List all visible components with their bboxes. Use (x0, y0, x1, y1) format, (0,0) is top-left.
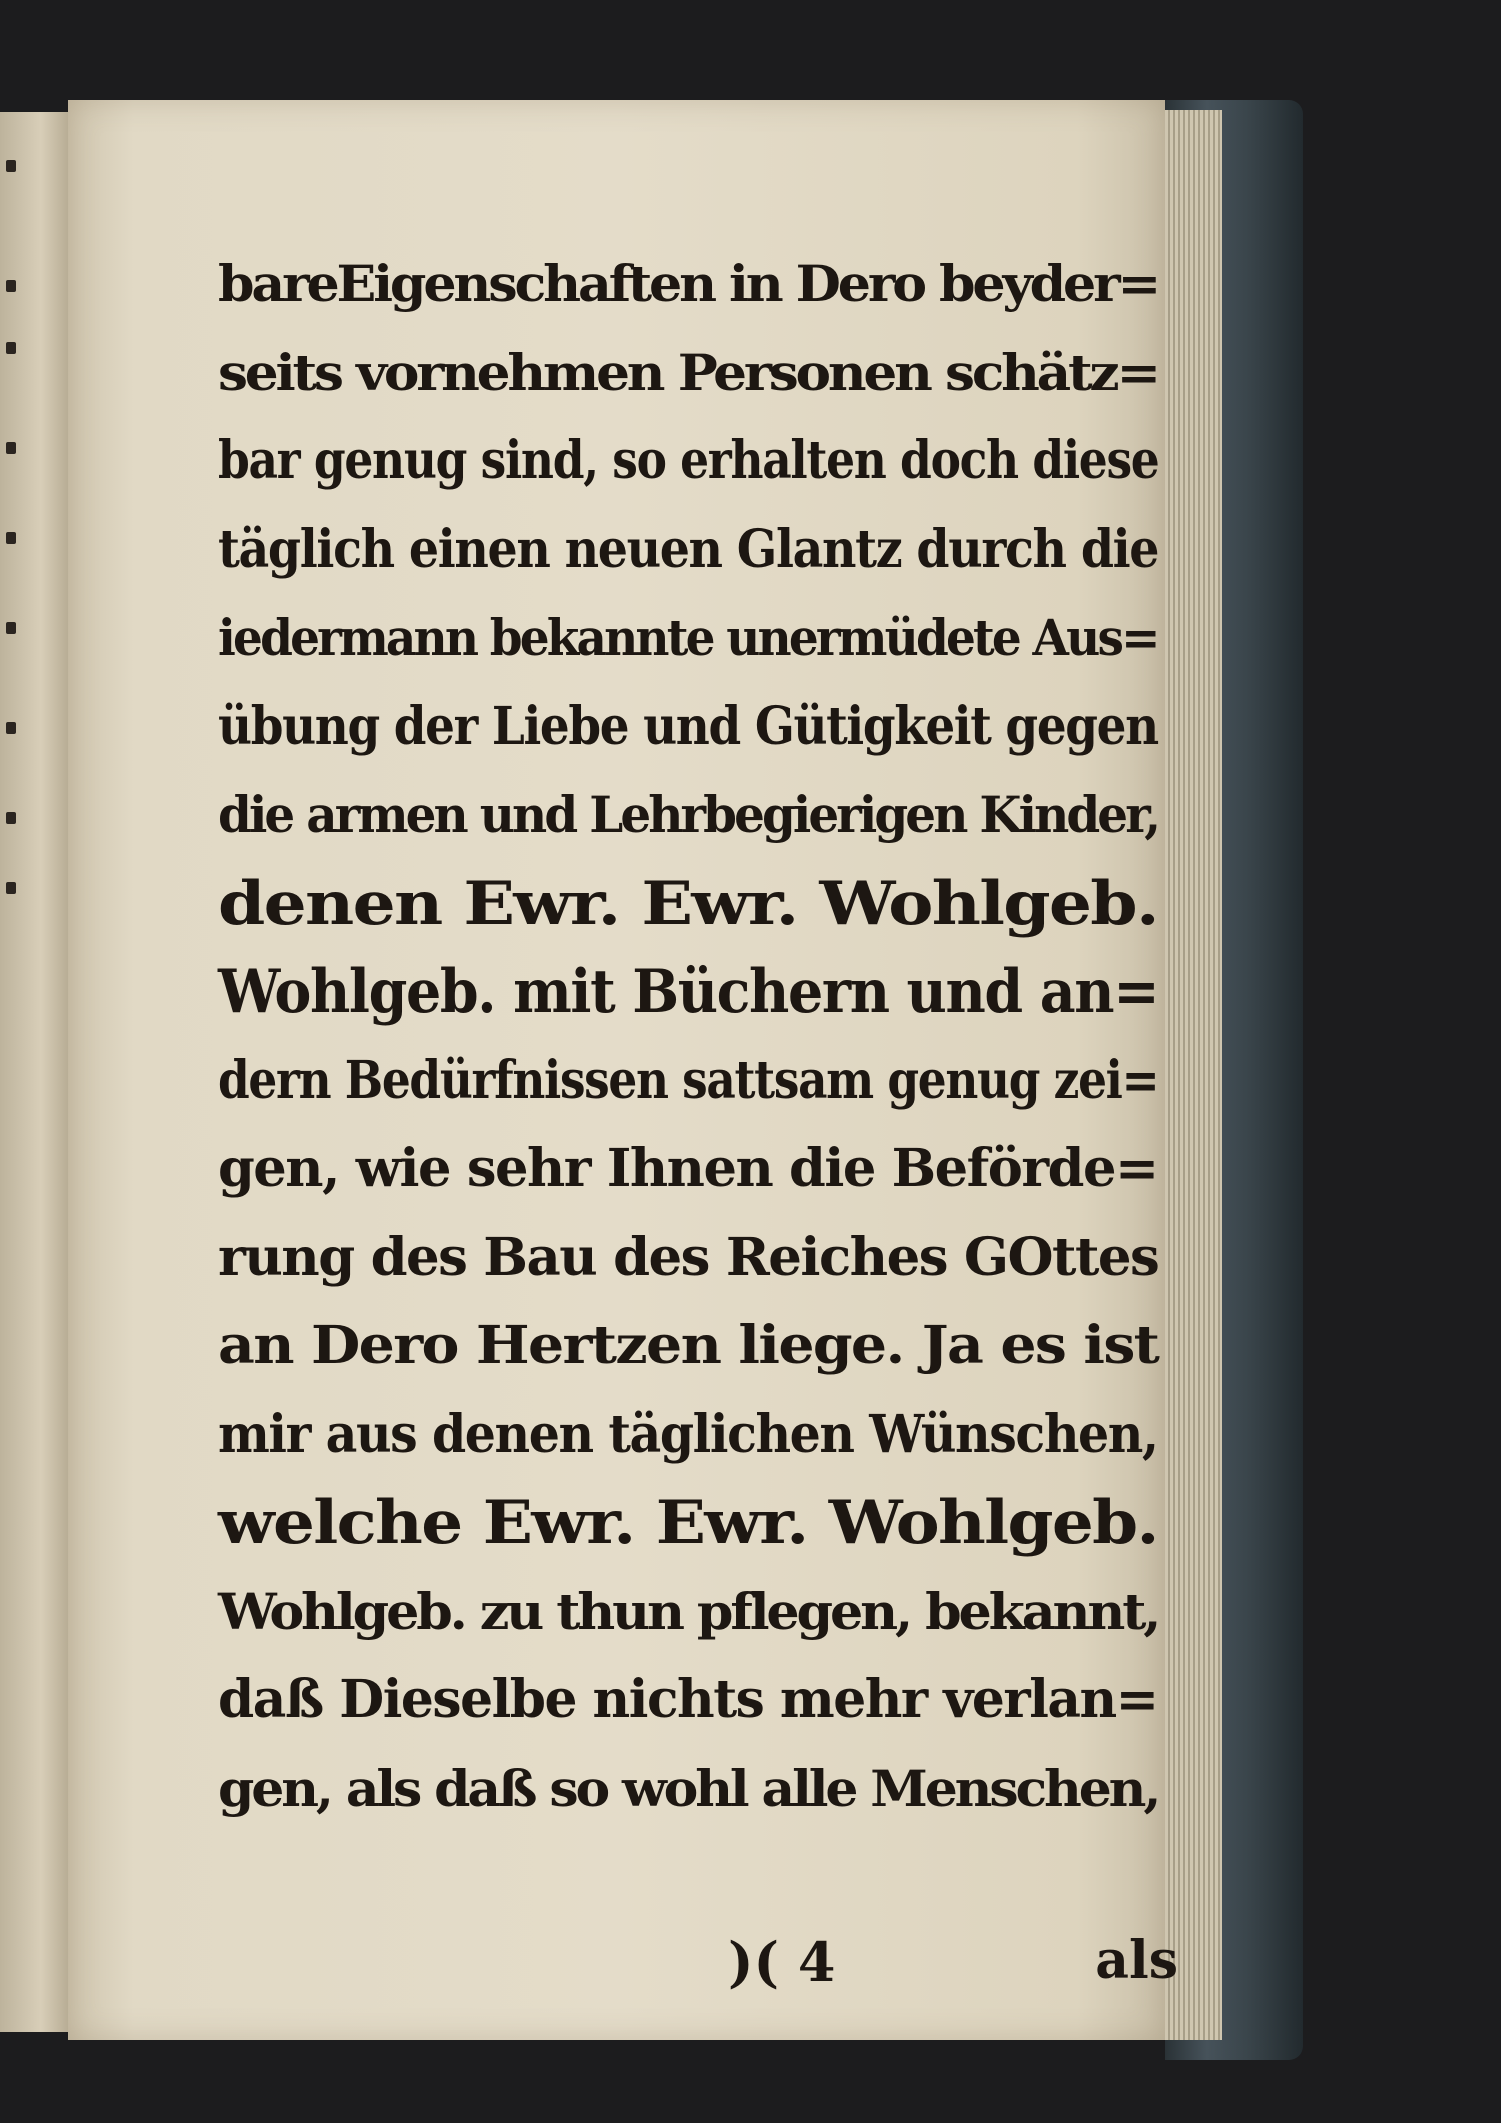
text-line: denen Ewr. Ewr. Wohlgeb. (218, 868, 1158, 939)
text-line: übung der Liebe und Gütigkeit gegen (218, 695, 1158, 757)
text-line: Wohlgeb. zu thun pflegen, bekannt, (218, 1581, 1159, 1641)
left-page-edge (0, 112, 70, 2032)
left-page-mark (6, 160, 16, 172)
left-page-mark (6, 342, 16, 354)
signature-mark: )( 4 (728, 1930, 836, 1994)
text-line: die armen und Lehrbegierigen Kinder, (218, 785, 1159, 844)
text-line: an Dero Hertzen liege. Ja es ist (218, 1315, 1159, 1376)
text-line: iedermann bekannte unermüdete Aus= (218, 608, 1158, 667)
left-page-mark (6, 812, 16, 824)
text-line: bareEigenschaften in Dero beyder= (218, 254, 1159, 313)
book-page (68, 100, 1178, 2040)
text-line: täglich einen neuen Glantz durch die (218, 518, 1159, 580)
text-line: rung des Bau des Reiches GOttes (218, 1226, 1159, 1288)
text-line: seits vornehmen Personen schätz= (218, 342, 1158, 402)
left-page-mark (6, 882, 16, 894)
left-page-mark (6, 442, 16, 454)
text-line: gen, wie sehr Ihnen die Beförde= (218, 1138, 1158, 1199)
text-line: Wohlgeb. mit Büchern und an= (218, 957, 1159, 1027)
text-line: mir aus denen täglichen Wünschen, (218, 1403, 1158, 1465)
text-line: dern Bedürfnissen sattsam genug zei= (218, 1049, 1159, 1111)
text-line: bar genug sind, so erhalten doch diese (218, 430, 1159, 491)
left-page-mark (6, 622, 16, 634)
left-page-mark (6, 532, 16, 544)
catchword: als (1095, 1930, 1178, 1991)
page-text (218, 240, 1178, 1833)
left-page-mark (6, 722, 16, 734)
text-line: welche Ewr. Ewr. Wohlgeb. (218, 1488, 1158, 1558)
text-line: daß Dieselbe nichts mehr verlan= (218, 1669, 1158, 1730)
left-page-mark (6, 280, 16, 292)
page-footer (218, 1930, 1178, 2010)
text-line: gen, als daß so wohl alle Menschen, (218, 1758, 1159, 1818)
